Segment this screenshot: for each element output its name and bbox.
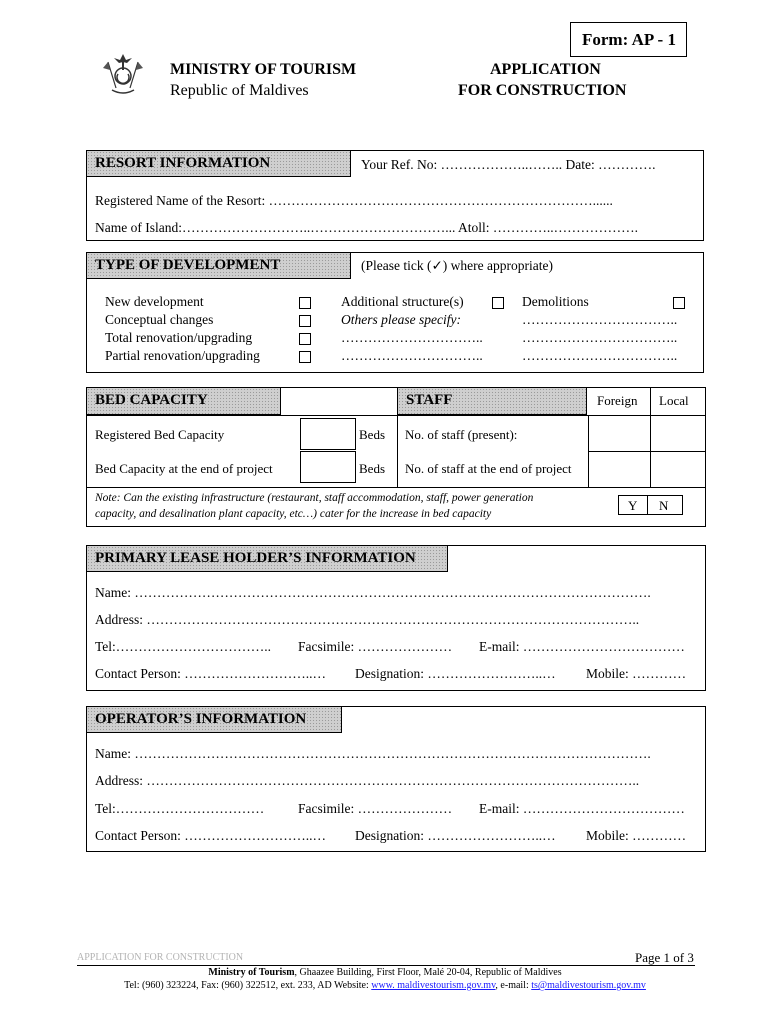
footer-watermark: APPLICATION FOR CONSTRUCTION (77, 952, 244, 963)
lease-contact-field[interactable]: Contact Person: ………………………..… (95, 666, 326, 681)
demolitions-label: Demolitions (522, 294, 589, 309)
website-link[interactable]: www. maldivestourism.gov.mv (371, 980, 496, 991)
development-heading: TYPE OF DEVELOPMENT (86, 252, 351, 279)
ministry-title: MINISTRY OF TOURISM (170, 61, 357, 78)
additional-structure-checkbox[interactable] (492, 297, 504, 309)
staff-heading: STAFF (397, 387, 587, 415)
bed-capacity-heading: BED CAPACITY (86, 387, 281, 415)
registered-bed-input[interactable] (300, 418, 356, 450)
new-development-label: New development (105, 294, 204, 309)
others-specify-label: Others please specify: (341, 312, 461, 327)
footer-address (0, 967, 770, 978)
footer-contact-text: Tel: (960) 323224, Fax: (960) 322512, ext. 233, AD Website: (124, 980, 372, 991)
conceptual-changes-checkbox[interactable] (299, 315, 311, 327)
footer-email-prefix: , e-mail: (495, 980, 532, 991)
footer-contact (0, 980, 770, 991)
republic-subtitle: Republic of Maldives (170, 82, 309, 99)
demolitions-line-1[interactable]: …………………………….. (522, 312, 678, 327)
lease-email-field[interactable]: E-mail: ……………………………… (479, 639, 685, 654)
note-text-2: capacity, and desalination plant capacity, etc…) cater for the increase in bed capacity (95, 508, 492, 520)
lease-holder-heading: PRIMARY LEASE HOLDER’S INFORMATION (86, 545, 448, 572)
form-code: Form: AP - 1 (582, 30, 676, 49)
application-title-2: FOR CONSTRUCTION (458, 82, 627, 99)
others-line-2[interactable]: ………………………….. (341, 348, 483, 363)
demolitions-checkbox[interactable] (673, 297, 685, 309)
new-development-checkbox[interactable] (299, 297, 311, 309)
application-title-1: APPLICATION (490, 61, 601, 78)
operator-designation-field[interactable]: Designation: ……………………..… (355, 828, 556, 843)
operator-address-field[interactable]: Address: ……………………………………………………………………………………………….. (95, 773, 640, 788)
end-bed-input[interactable] (300, 451, 356, 483)
registered-bed-label: Registered Bed Capacity (95, 427, 225, 442)
demolitions-line-3[interactable]: …………………………….. (522, 348, 678, 363)
col-foreign: Foreign (597, 393, 638, 408)
resort-info-heading: RESORT INFORMATION (86, 150, 351, 177)
note-no-label: N (659, 498, 669, 513)
total-renovation-checkbox[interactable] (299, 333, 311, 345)
footer-address-text: , Ghaazee Building, First Floor, Malé 20-04, Republic of Maldives (294, 967, 562, 978)
partial-renovation-checkbox[interactable] (299, 351, 311, 363)
lease-mobile-field[interactable]: Mobile: ………… (586, 666, 687, 681)
page-number: Page 1 of 3 (635, 950, 694, 965)
maldives-emblem-icon (100, 50, 146, 98)
lease-address-field[interactable]: Address: ……………………………………………………………………………………………….. (95, 612, 640, 627)
note-text-1: Note: Can the existing infrastructure (restaurant, staff accommodation, staff, power generation (95, 492, 534, 504)
lease-designation-field[interactable]: Designation: ……………………..… (355, 666, 556, 681)
lease-fax-field[interactable]: Facsimile: ………………… (298, 639, 453, 654)
operator-heading: OPERATOR’S INFORMATION (86, 706, 342, 733)
operator-mobile-field[interactable]: Mobile: ………… (586, 828, 687, 843)
operator-fax-field[interactable]: Facsimile: ………………… (298, 801, 453, 816)
total-renovation-label: Total renovation/upgrading (105, 330, 253, 345)
staff-end-local-input[interactable] (650, 451, 706, 488)
staff-present-label: No. of staff (present): (405, 427, 518, 442)
staff-end-label: No. of staff at the end of project (405, 461, 572, 476)
operator-tel-field[interactable]: Tel:…………………………… (95, 801, 265, 816)
staff-present-local-input[interactable] (650, 415, 706, 452)
island-atoll-field[interactable]: Name of Island:………………………..…………………………... Atoll: …………..………………. (95, 220, 638, 235)
end-bed-label: Bed Capacity at the end of project (95, 461, 273, 476)
partial-renovation-label: Partial renovation/upgrading (105, 348, 260, 363)
lease-tel-field[interactable]: Tel:…………………………….. (95, 639, 272, 654)
staff-present-foreign-input[interactable] (588, 415, 651, 452)
col-local: Local (659, 393, 689, 408)
beds-unit-2: Beds (359, 461, 385, 476)
staff-end-foreign-input[interactable] (588, 451, 651, 488)
registered-name-field[interactable]: Registered Name of the Resort: ………………………………………………………………...... (95, 193, 613, 208)
demolitions-line-2[interactable]: …………………………….. (522, 330, 678, 345)
beds-unit-1: Beds (359, 427, 385, 442)
ref-date-field[interactable]: Your Ref. No: ………………..…….. Date: …………. (361, 157, 656, 172)
lease-name-field[interactable]: Name: ……………………………………………………………………………………………………. (95, 585, 651, 600)
conceptual-changes-label: Conceptual changes (105, 312, 214, 327)
additional-structure-label: Additional structure(s) (341, 294, 464, 309)
others-line-1[interactable]: ………………………….. (341, 330, 483, 345)
email-link[interactable]: ts@maldivestourism.gov.mv (531, 980, 646, 991)
footer-ministry: Ministry of Tourism (208, 967, 295, 978)
tick-instruction: (Please tick (✓) where appropriate) (361, 258, 553, 273)
operator-email-field[interactable]: E-mail: ……………………………… (479, 801, 685, 816)
operator-name-field[interactable]: Name: ……………………………………………………………………………………………………. (95, 746, 651, 761)
operator-contact-field[interactable]: Contact Person: ………………………..… (95, 828, 326, 843)
note-yes-label: Y (628, 498, 638, 513)
